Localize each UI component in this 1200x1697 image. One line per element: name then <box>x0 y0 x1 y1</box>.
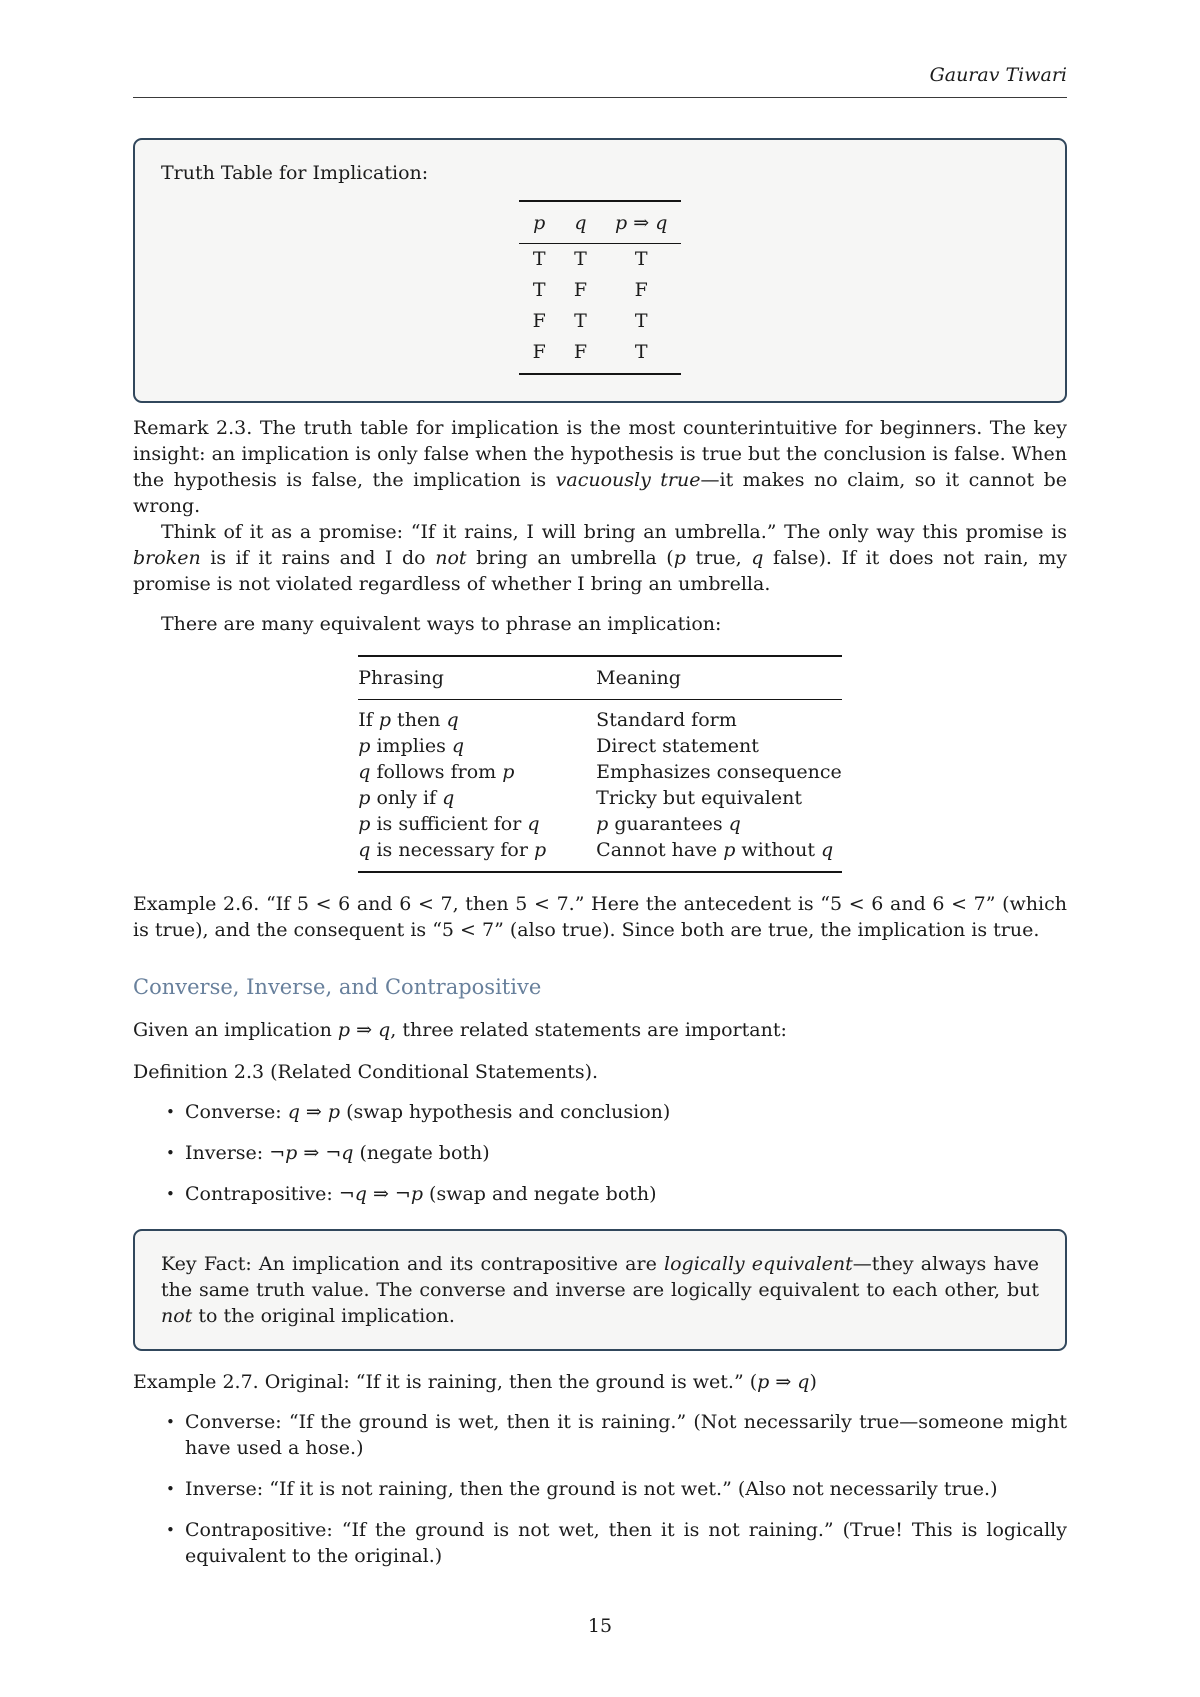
phrasing-cell: q is necessary for p <box>358 837 596 872</box>
phrasing-table <box>358 655 841 873</box>
phrasing-col-header: Phrasing <box>358 656 596 700</box>
phrasing-cell: p only if q <box>358 787 455 809</box>
example-bullet-list <box>133 1409 1067 1569</box>
truth-table-row <box>519 244 682 276</box>
phrasing-cell: If p then q <box>358 709 459 731</box>
promise-paragraph: Think of it as a promise: “If it rains, I will bring an umbrella.” The only way this promise is broken is if it rains and I do not bring an umbrella (p true, q false). If it does not rain, my promise is not violated regardless of whether I bring an umbrella. <box>133 521 1067 595</box>
truth-cell: T <box>634 248 648 270</box>
truth-cell: F <box>532 310 546 332</box>
truth-col-implication: p ⇒ q <box>601 201 681 244</box>
truth-cell: F <box>519 337 560 374</box>
phrasing-cell: q follows from p <box>358 761 515 783</box>
bullet-example-contrapositive: • Contrapositive: “If the ground is not wet, then it is not raining.” (True! This is logically equivalent to the original.) <box>185 1517 1067 1569</box>
bullet-example-converse: • Converse: “If the ground is wet, then it is raining.” (Not necessarily true—someone might have used a hose.) <box>185 1409 1067 1461</box>
author-name: Gaurav Tiwari <box>929 64 1067 86</box>
truth-cell: T <box>574 310 587 332</box>
truth-cell: T <box>574 248 587 270</box>
phrasing-header-row <box>358 656 841 700</box>
truth-table <box>519 200 682 375</box>
key-fact-text: Key Fact: An implication and its contrapositive are logically equivalent—they always have the same truth value. The converse and inverse are logically equivalent to each other, but not to the original implication. <box>161 1253 1040 1327</box>
key-fact-box <box>133 1229 1067 1351</box>
truth-cell: F <box>560 337 601 374</box>
bullet-example-inverse: • Inverse: “If it is not raining, then the ground is not wet.” (Also not necessarily true.) <box>185 1476 1067 1502</box>
meaning-cell: Cannot have p without q <box>596 837 842 872</box>
definition-paragraph: Definition 2.3 (Related Conditional Statements). <box>133 1061 599 1083</box>
truth-table-box <box>133 138 1067 403</box>
truth-table-row <box>519 275 682 306</box>
section-heading-converse-inverse-contrapositive: Converse, Inverse, and Contrapositive <box>133 975 542 999</box>
meaning-cell: Direct statement <box>596 735 759 757</box>
bullet-contrapositive: • Contrapositive: ¬q ⇒ ¬p (swap and negate both) <box>185 1181 1067 1207</box>
meaning-cell: Tricky but equivalent <box>596 787 802 809</box>
phrasing-row <box>358 759 841 785</box>
page-body <box>133 138 1067 1569</box>
truth-cell: F <box>573 279 588 301</box>
meaning-cell: Emphasizes consequence <box>596 761 842 783</box>
phrasing-cell: p is sufficient for q <box>358 813 540 835</box>
remark-paragraph: Remark 2.3. The truth table for implication is the most counterintuitive for beginners. The key insight: an implication is only false when the hypothesis is true but the conclusion is false. When the hypothesis is false, the implication is vacuously true—it makes no claim, so it cannot be wrong. <box>133 417 1067 517</box>
phrasing-row <box>358 733 841 759</box>
phrasing-row <box>358 837 841 872</box>
truth-col-p: p <box>519 201 560 244</box>
definition-bullet-list <box>133 1099 1067 1207</box>
phrasing-row <box>358 785 841 811</box>
bullet-converse: • Converse: q ⇒ p (swap hypothesis and conclusion) <box>185 1099 1067 1125</box>
truth-cell: T <box>532 248 546 270</box>
phrasing-row <box>358 811 841 837</box>
page-footer <box>133 1613 1067 1639</box>
phrasing-row <box>358 700 841 734</box>
truth-table-header-row <box>519 201 682 244</box>
page-number: 15 <box>587 1615 613 1637</box>
truth-table-label: Truth Table for Implication: <box>161 162 429 184</box>
truth-col-q: q <box>560 201 601 244</box>
truth-table-row <box>519 337 682 374</box>
truth-table-row <box>519 306 682 337</box>
meaning-cell: p guarantees q <box>596 813 741 835</box>
phrasing-intro: There are many equivalent ways to phrase an implication: <box>161 613 722 635</box>
meaning-col-header: Meaning <box>596 656 842 700</box>
truth-cell: T <box>532 279 546 301</box>
truth-cell: T <box>601 337 681 374</box>
given-paragraph: Given an implication p ⇒ q, three related statements are important: <box>133 1019 787 1041</box>
meaning-cell: Standard form <box>596 709 737 731</box>
truth-cell: T <box>634 310 648 332</box>
bullet-inverse: • Inverse: ¬p ⇒ ¬q (negate both) <box>185 1140 1067 1166</box>
example-2-6-paragraph: Example 2.6. “If 5 < 6 and 6 < 7, then 5 < 7.” Here the antecedent is “5 < 6 and 6 < 7” (which is true), and the consequent is “5 < 7” (also true). Since both are true, the implication is true. <box>133 893 1067 941</box>
truth-cell: F <box>634 279 648 301</box>
page-header <box>133 62 1067 98</box>
example-2-7-paragraph: Example 2.7. Original: “If it is raining, then the ground is wet.” (p ⇒ q) <box>133 1371 817 1393</box>
phrasing-cell: p implies q <box>358 735 465 757</box>
